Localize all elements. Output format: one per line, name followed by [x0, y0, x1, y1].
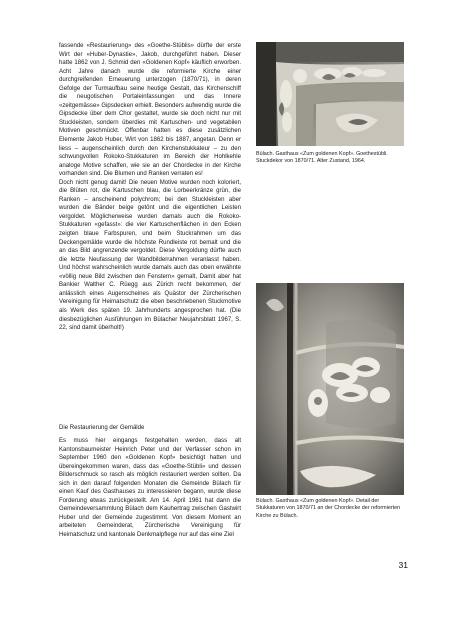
photo-caption: Bülach. Gasthaus «Zum goldenen Kopf». Goethestübli. Stuckdekor von 1870/71. Alter Zustand, 1964. [256, 151, 388, 165]
body-text-column [59, 42, 241, 333]
photo-ceiling-detail [256, 283, 404, 495]
stucco-corner-image [256, 42, 404, 146]
body-text-column-2 [59, 437, 241, 540]
paragraph: Es muss hier eingangs festgehalten werden, dass alt Kantonsbaumeister Heinrich Peter und der Verfasser schon im September 1960 den «Goldenen Kopf» besichtigt hatten und übereingekommen waren, dass das «Goethe-Stübli» und dessen Bilderschmuck so rasch als möglich restauriert werden sollten. Da sich in den darauf folgenden Monaten die Gemeinde Bülach für einen Kauf des Gasthauses zu interessieren begann, wurde diese Forderung etwas zurückgestellt. Am 14. April 1961 hat dann die Gemeindeversammlung Bülach dem Kauhertrag zwischen Gastwirt Huber und der Gemeinde zugestimmt. Von diesem Moment an arbeiteten Gemeinderat, Zürcherische Vereinigung für Heimatschutz und kantonale Denkmalpflege nur auf das eine Ziel [59, 438, 241, 539]
ceiling-stucco-image [256, 283, 404, 495]
photo-caption: Bülach. Gasthaus «Zum goldenen Kopf». Detail der Stukkaturen von 1870/71 an der Chordecke der reformierten Kirche zu Bülach. [256, 498, 401, 519]
page-number: 31 [398, 560, 408, 570]
section-heading: Die Restaurierung der Gemälde [59, 425, 145, 431]
photo-stucco-corner [256, 42, 404, 146]
paragraph: fassende «Restaurierung» des «Goethe-Stüblis» dürfte der erste Wirt der «Huber-Dynastie», Jakob, durchgeführt haben. Dieser hatte 1862 von J. Schmid den «Goldenen Kopf» käuflich erworben. Acht Jahre danach wurde die reformierte Kirche einer durchgreifenden Erneuerung unterzogen (1870/71), in deren Gefolge der Turmaufbau seine heutige Gestalt, das Kirchenschiff die neugotischen Portaleinfassungen und das Innere «zeitgemässe» Gipsdecken erhielt. Besonders aufwendig wurde die Gipsdecke über dem Chor gestaltet, wurde sie doch nicht nur mit Stuckleisten, sondern überdies mit Kartuschen- und vegetabilen Motiven geschmückt. Offenbar hatten es diese zusätzlichen Elemente Jakob Huber, Wirt von 1862 bis 1887, angetan. Denn er liess – augenscheinlich durch den Kirchenstukkateur – zu den schwungvollen Rokoko-Stukkaturen im Bereich der Hohlkehle analoge Motive schaffen, wie sie an der Chordecke in der Kirche vorhanden sind. Die Blumen und Ranken verraten es! [59, 43, 241, 178]
paragraph: Doch nicht genug damit! Die neuen Motive wurden noch koloriert, die Blüten rot, die Kartuschen blau, die Lorbeerkränze grün, die Ranken – anscheinend polychrom; bei den Stuckleisten aber wurden die Bänder beige getönt und die eigentlichen Leisten vergoldet. Möglicherweise wurden damals auch die Rokoko-Stukkaturen «gefasst»: die vier Kartuschenflächen in den Ecken zeigten blaue Farbspuren, und beim Stuckrahmen um das Deckengemälde wurde die höchste Rundleiste rot bemalt und die an das Bild angrenzende vergoldet. Diese Vergoldung dürfte auch die letzte Neufassung der Wandbilderrahmen veranlasst haben. Und höchst wahrscheinlich wurde damals auch das oben erwähnte «völlig neue Bild zwischen den Fenstern» gemalt, Damit aber hat Bankier Walther C. Rüegg aus Zürich recht bekommen, der anlässlich eines Augenscheines als Quästor der Zürcherischen Vereinigung für Heimatschutz die eben beschriebenen Stuckmotive als Werk des späten 19. Jahrhunderts angesprochen hat. (Die diesbezüglichen Ausführungen im Bülacher Neujahrsblatt 1967, S. 22, sind damit überholt!) [59, 179, 241, 332]
